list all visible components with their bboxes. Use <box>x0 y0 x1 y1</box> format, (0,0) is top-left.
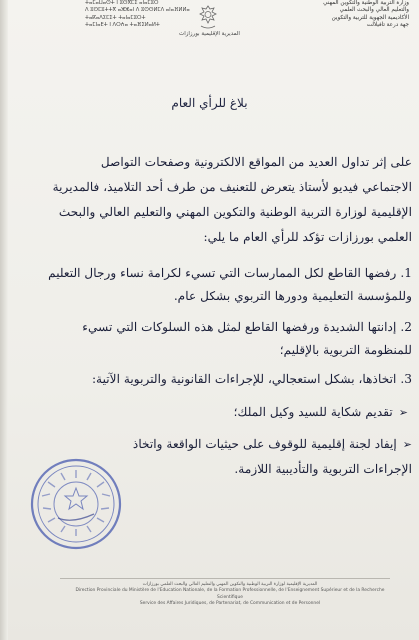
sub-item-text: تقديم شكاية للسيد وكيل الملك؛ <box>233 405 393 419</box>
sub-item-text: إيفاد لجنة إقليمية للوقوف على حيثيات الواقعة واتخاذ <box>132 437 397 451</box>
directorate-line: المديرية الإقليمية بورزازات <box>179 31 240 37</box>
item-text: اتخاذها، بشكل استعجالي، للإجراءات القانونية والتربوية الآتية: <box>91 372 397 386</box>
footer-address <box>70 582 390 608</box>
item-number: 3. <box>400 372 412 386</box>
letterhead-line: جهة درعة تافيلالت <box>366 22 409 29</box>
item-line: للمنظومة التربوية بالإقليم؛ <box>279 343 412 357</box>
intro-line: الاجتماعي فيديو لأستاذ يتعرض للتعنيف من طرف أحد التلاميذ، فالمديرية <box>52 180 412 194</box>
sub-item-line <box>8 432 412 457</box>
item-text: رفضها القاطع لكل الممارسات التي تسيء لكرامة نساء ورجال التعليم <box>48 266 397 280</box>
footer-line: Direction Provinciale du Ministère de l'Education Nationale, de la Formation Professionnelle, de l'Enseignement Supérieur et de la Recherche Scientifique <box>75 588 385 600</box>
intro-line: العلمي بورزازات تؤكد للرأي العام ما يلي: <box>203 230 412 244</box>
item-text: إدانتها الشديدة ورفضها القاطع لمثل هذه السلوكات التي تسيء <box>82 320 397 334</box>
letterhead-line: ⵜⴰⵎⴰⵡⴰⵙⵜ ⵏ ⵓⵙⴳⵎⵉ ⴰⵏⴰⵎⵓⵔ <box>85 0 159 6</box>
official-stamp-icon <box>28 456 124 552</box>
item-number: 2. <box>400 320 412 334</box>
letterhead-line: ⴷ ⵓⵙⵎⵓⵜⵜⴳ ⴰⵣⵣⴰⵏ ⴷ ⵓⵙⵙⵍⵎⴷ ⴰⵏⴰⴼⵍⵍⴰ <box>85 7 190 14</box>
arrow-bullet-icon: ➢ <box>398 406 408 419</box>
item-line <box>8 316 412 339</box>
document-title: بلاغ للرأي العام <box>171 96 248 110</box>
intro-paragraph <box>8 150 412 250</box>
numbered-item-3 <box>8 368 412 391</box>
intro-line: الإقليمية لوزارة التربية الوطنية والتكوين المهني والتعليم العالي والبحث <box>58 205 412 219</box>
footer-line: Service des Affaires Juridiques, de Partenariat, de Communication et de Personnel <box>139 601 321 607</box>
arrow-bullet-icon: ➢ <box>402 438 412 451</box>
intro-line: على إثر تداول العديد من المواقع الالكترونية وصفحات التواصل <box>100 155 412 169</box>
letterhead-line: ⵜⴰⴽⴰⴷⵉⵎⵉⵜ ⵜⴰⵏⴰⵎⵓⵔⵜ <box>85 14 146 21</box>
item-line: وللمؤسسة التعليمية ودورها التربوي بشكل عام. <box>173 289 412 303</box>
sub-item-line: الإجراءات التربوية والتأديبية اللازمة. <box>234 462 412 476</box>
numbered-item-1 <box>8 262 412 308</box>
sub-item-complaint <box>8 401 408 424</box>
letterhead-line: والتعليم العالي والبحث العلمي <box>339 7 409 14</box>
footer-divider <box>60 578 390 579</box>
item-line <box>8 262 412 285</box>
numbered-item-2 <box>8 316 412 362</box>
footer <box>0 574 419 640</box>
letterhead-line: ⵜⴰⵎⵏⴰⴹⵜ ⵏ ⴷⵔⵄⴰ ⵜⴰⴼⵉⵍⴰⵍⵜ <box>85 22 160 29</box>
letterhead-arabic <box>234 0 409 30</box>
footer-line: المديرية الإقليمية لوزارة التربية الوطنية والتكوين المهني والتعليم العالي والبحث العلمي بورزازات <box>142 582 318 587</box>
sub-item-line <box>8 401 408 424</box>
letterhead-line: وزارة التربية الوطنية والتكوين المهني <box>323 0 409 6</box>
letterhead-tifinagh <box>85 0 205 30</box>
directorate-name <box>0 31 419 38</box>
item-line <box>8 368 412 391</box>
item-number: 1. <box>400 266 412 280</box>
letterhead-line: الأكاديمية الجهوية للتربية والتكوين <box>331 14 409 21</box>
